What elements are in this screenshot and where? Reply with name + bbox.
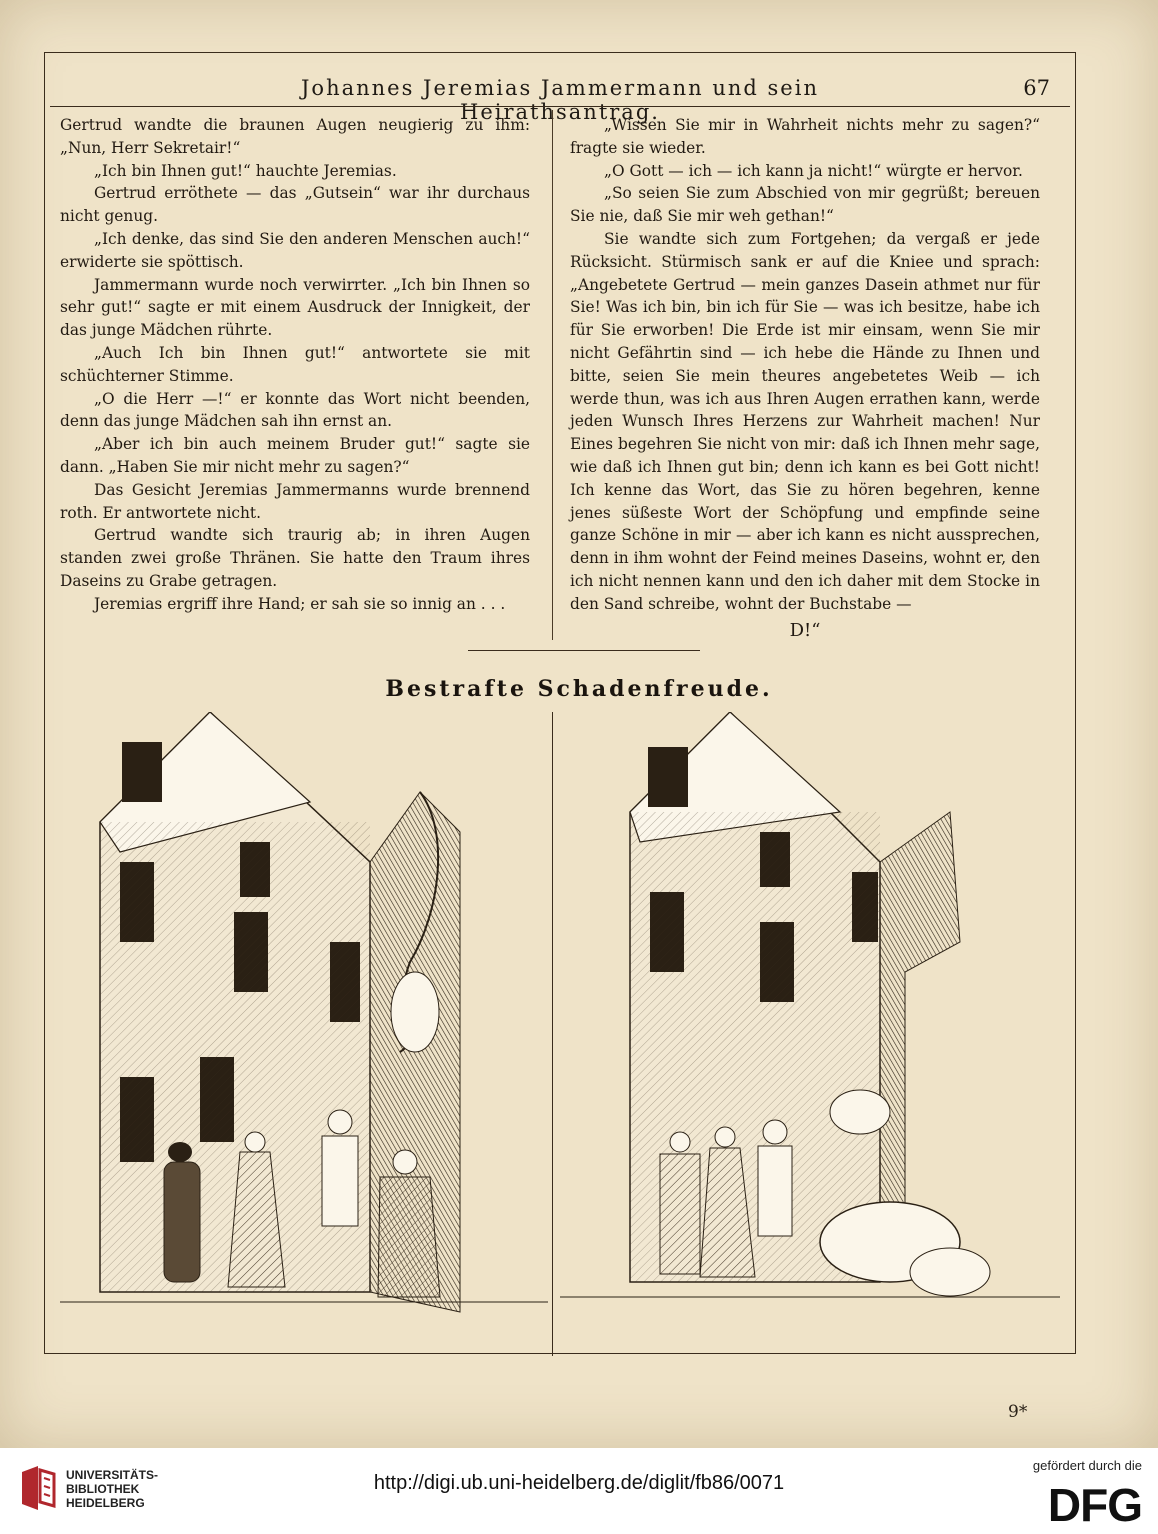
paragraph: „Ich bin Ihnen gut!“ hauchte Jeremias.	[94, 161, 397, 180]
section-title: Bestrafte Schadenfreude.	[385, 676, 773, 702]
paragraph: Gertrud erröthete — das „Gutsein“ war ihr durchaus nicht genug.	[60, 184, 530, 226]
illustration-right	[560, 712, 1060, 1356]
funding-label: gefördert durch die	[1032, 1458, 1142, 1473]
signature-mark: 9*	[1008, 1402, 1028, 1422]
paragraph: „Wissen Sie mir in Wahrheit nichts mehr zu sagen?“ fragte sie wieder.	[570, 116, 1040, 157]
text-column-right	[570, 114, 1040, 642]
section-separator	[468, 650, 700, 651]
head-rule	[50, 106, 1070, 107]
paragraph: „Ich denke, das sind Sie den anderen Menschen auch!“ erwiderte sie spöttisch.	[60, 229, 530, 271]
paragraph: „So seien Sie zum Abschied von mir gegrüßt; bereuen Sie nie, daß Sie mir weh gethan!“	[570, 184, 1040, 226]
paragraph: Jeremias ergriff ihre Hand; er sah sie so innig an . . .	[94, 594, 506, 613]
paragraph: Das Gesicht Jeremias Jammermanns wurde brennend roth. Er antwortete nicht.	[60, 480, 530, 522]
page-number: 67	[1023, 76, 1050, 100]
dfg-logo: DFG	[1047, 1479, 1142, 1531]
paragraph: Jammermann wurde noch verwirrter. „Ich bin Ihnen so sehr gut!“ sagte er mit einem Ausdruck der Innigkeit, der das junge Mädchen rührte.	[60, 275, 530, 340]
column-divider	[552, 110, 553, 640]
running-head-title: Johannes Jeremias Jammermann und sein Heirathsantrag.	[301, 76, 819, 124]
paragraph: Gertrud wandte die braunen Augen neugierig zu ihm: „Nun, Herr Sekretair!“	[60, 116, 530, 157]
source-url[interactable]: http://digi.ub.uni-heidelberg.de/diglit/fb86/0071	[373, 1472, 785, 1494]
paragraph: „Auch Ich bin Ihnen gut!“ antwortete sie mit schüchterner Stimme.	[60, 343, 530, 385]
running-head	[60, 76, 1060, 124]
text-column-left	[60, 114, 530, 616]
paragraph-end: D!“	[789, 619, 821, 641]
paragraph: „O die Herr —!“ er konnte das Wort nicht beenden, denn das junge Mädchen sah ihn ernst an.	[60, 389, 530, 431]
footer-bar	[0, 1448, 1158, 1534]
paragraph: „O Gott — ich — ich kann ja nicht!“ würgte er hervor.	[604, 161, 1023, 180]
illustration-left	[60, 712, 548, 1356]
illustration-divider	[552, 712, 553, 1356]
paragraph: „Aber ich bin auch meinem Bruder gut!“ sagte sie dann. „Haben Sie mir nicht mehr zu sagen?“	[60, 435, 530, 476]
library-name: UNIVERSITÄTS- BIBLIOTHEK HEIDELBERG	[66, 1468, 159, 1510]
paragraph: Sie wandte sich zum Fortgehen; da vergaß er jede Rücksicht. Stürmisch sank er auf die Kniee und sprach: „Angebetete Gertrud — mein ganzes Dasein athmet nur für Sie! Was ich bin, bin ich für Sie — was ich besitze, habe ich für Sie erworben! Die Erde ist mir einsam, wenn Sie mir nicht Gefährtin sind — ich hebe die Hände zu Ihnen und bitte, seien Sie mein theures angebetetes Weib — ich werde thun, was ich aus Ihren Augen errathen kann, werde jeden Wunsch Ihres Herzens zur Wahrheit machen! Nur Eines begehren Sie nicht von mir: daß ich Ihnen mehr sage, wie daß ich Ihnen gut bin; denn ich kann es bei Gott nicht! Ich kenne das Wort, das Sie zu hören begehren, kenne jenes süßeste Wort der Schöpfung und empfinde seine ganze Schöne in mir — aber ich kann es nicht aussprechen, denn in ihm wohnt der Feind meines Daseins, wohnt er, den ich nicht nennen kann und den ich daher mit dem Stocke in den Sand schreibe, wohnt der Buchstabe —	[570, 229, 1040, 613]
paragraph: Gertrud wandte sich traurig ab; in ihren Augen standen zwei große Thränen. Sie hatte den Traum ihres Daseins zu Grabe getragen.	[60, 526, 530, 590]
